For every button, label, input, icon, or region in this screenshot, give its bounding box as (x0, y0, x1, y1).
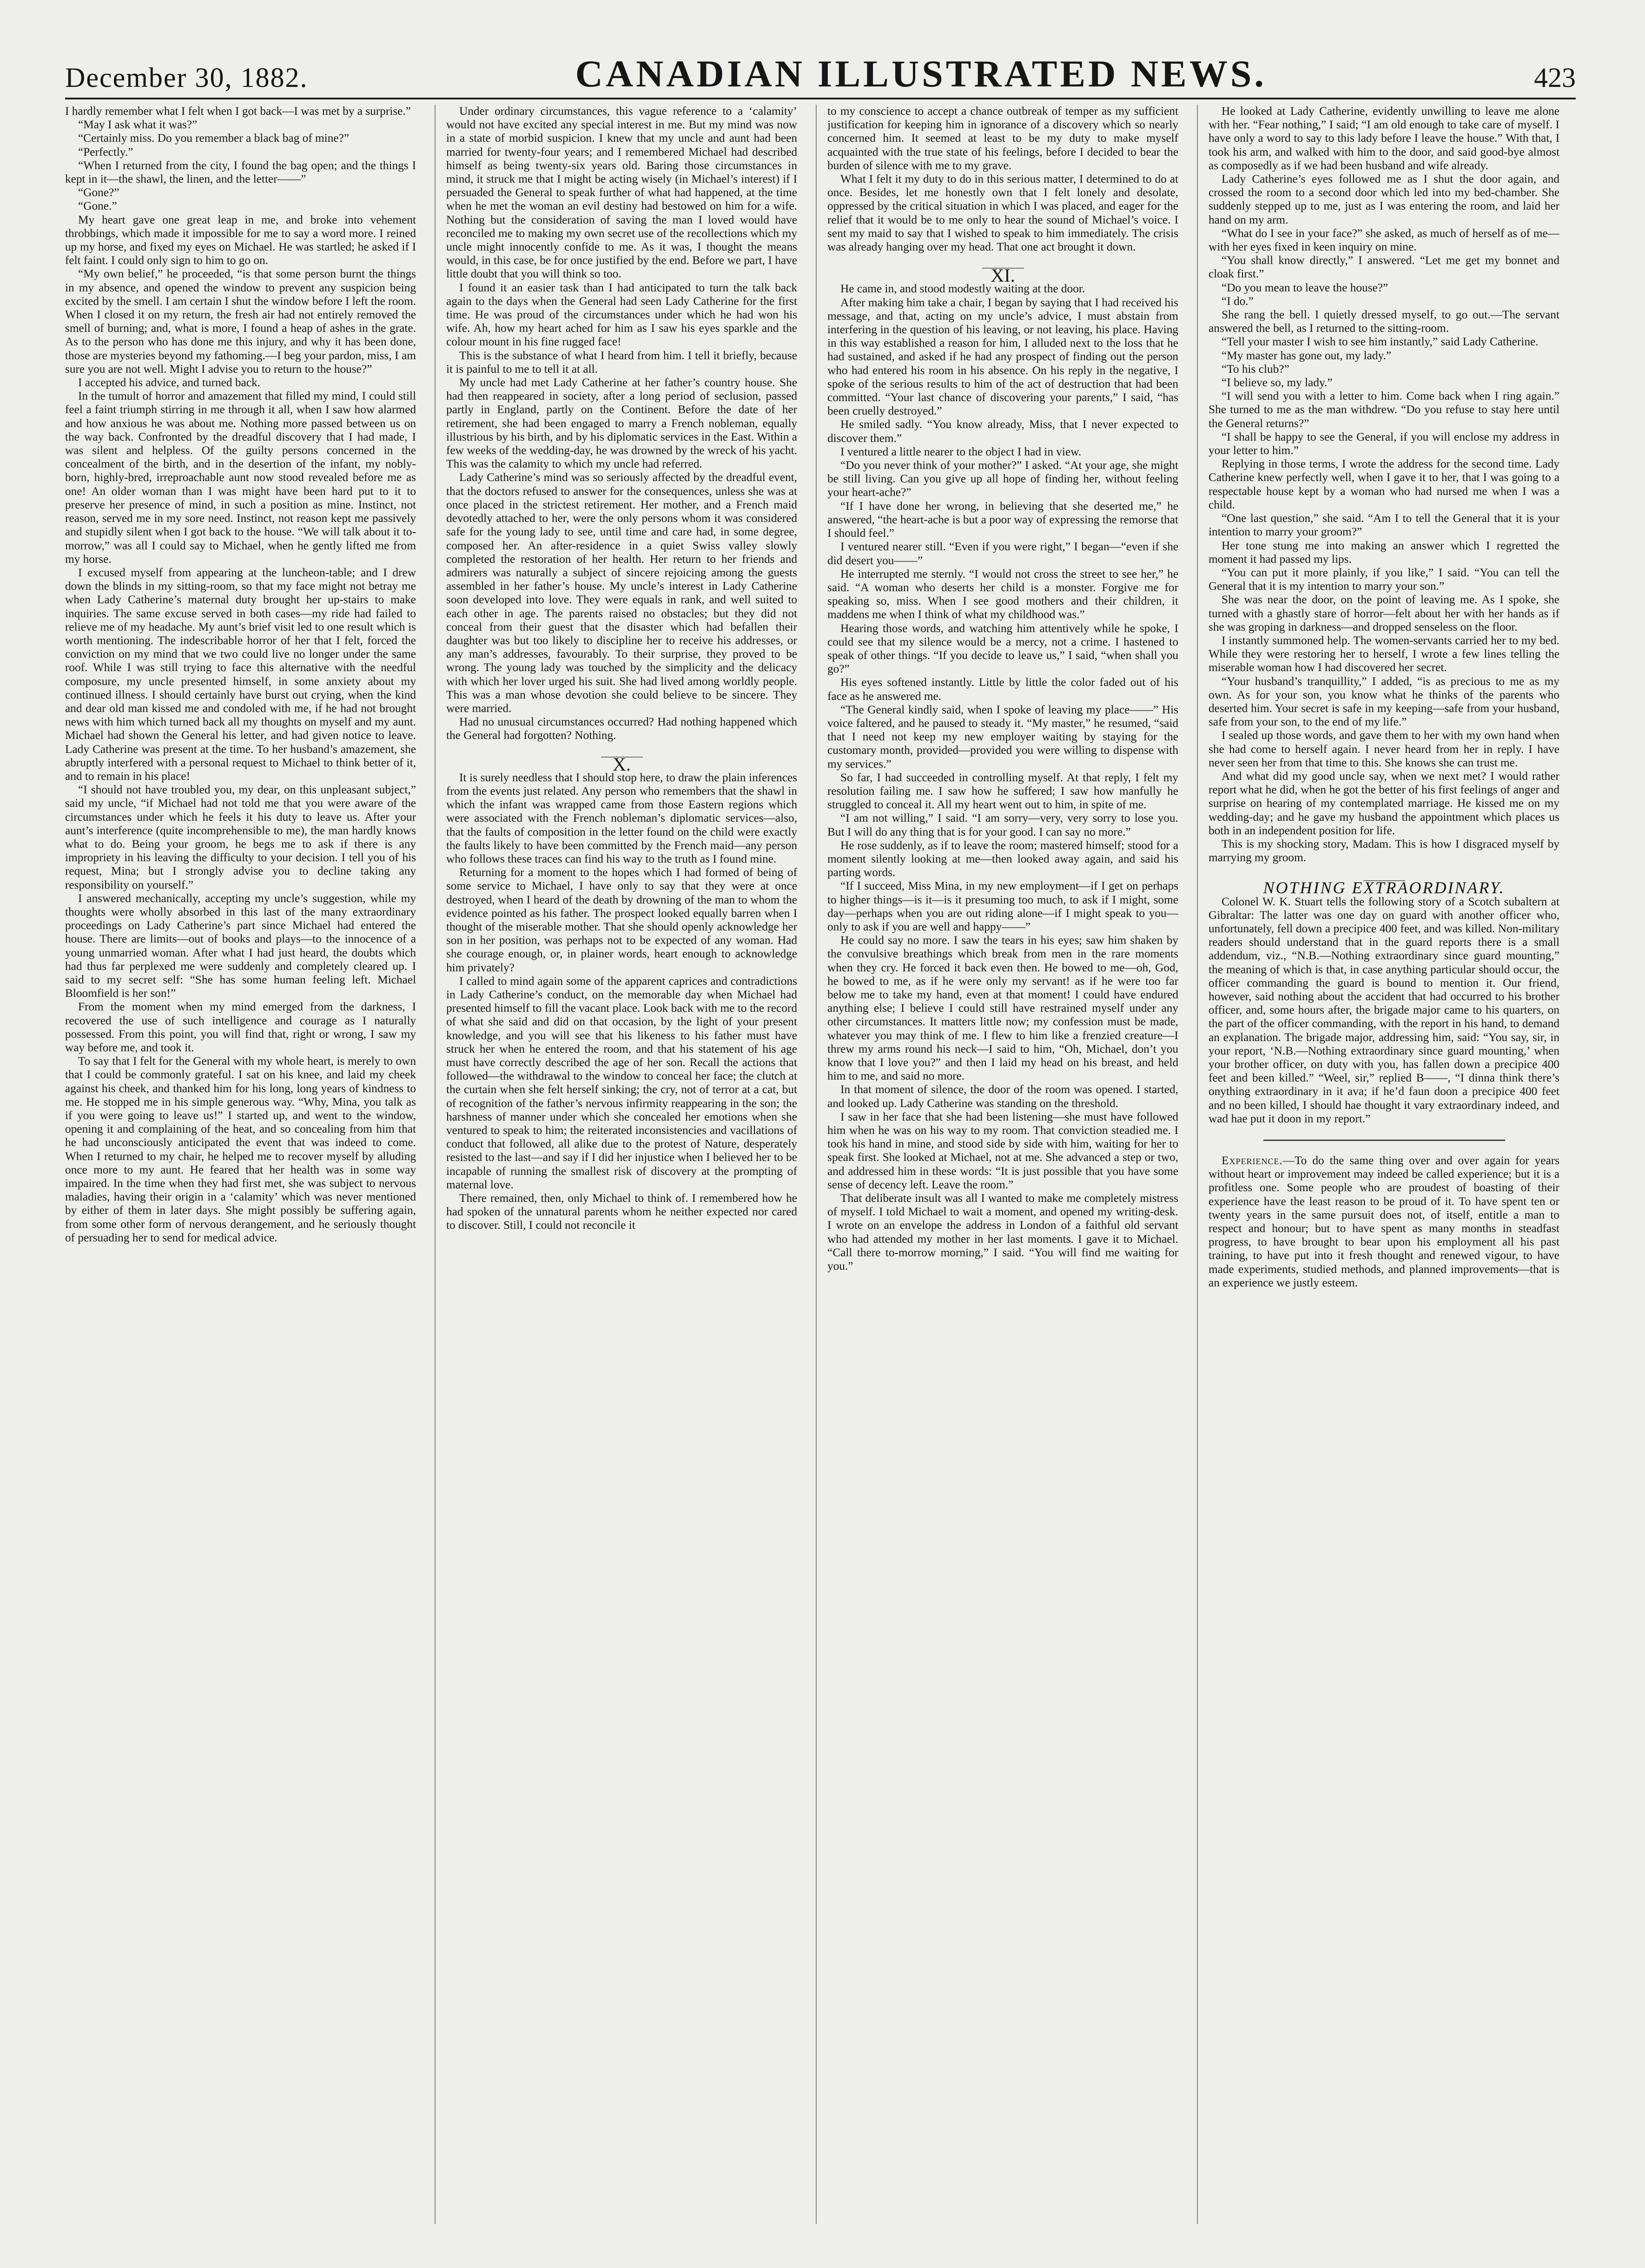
masthead-title: CANADIAN ILLUSTRATED NEWS. (575, 53, 1267, 95)
paragraph: He smiled sadly. “You know already, Miss, that I never expected to discover them.” (827, 418, 1178, 445)
paragraph: I excused myself from appearing at the luncheon-table; and I drew down the blinds in my sitting-room, so that my face might not betray me when Lady Catherine’s maternal duty brought her up-stairs to make inquiries. The same excuse served in both cases—my ride had failed to relieve me of my headache. My aunt’s brief visit led to one result which is worth mentioning. The indescribable horror of her that I felt, forced the conviction on my mind that we two could live no longer under the same roof. While I was still trying to face this alternative with the needful composure, my uncle presented himself, in some anxiety about my continued illness. I should certainly have burst out crying, when the kind and dear old man kissed me and condoled with me, if he had not brought news with him which turned back all my thoughts on myself and my aunt. Michael had shown the General his letter, and had given notice to leave. Lady Catherine was present at the time. To her husband’s amazement, she abruptly interfered with a personal request to Michael to think better of it, and to remain in his place! (65, 566, 416, 783)
paragraph: I hardly remember what I felt when I got back—I was met by a surprise.” (65, 105, 411, 118)
experience-body: —To do the same thing over and over again for years without heart or improvement may indeed be called experience; but it is a profitless one. Some people who are proudest of boasting of their experience have the least reason to be proud of it. To have spent ten or twenty years in the same pursuit does not, of itself, entitle a man to respect and honour; but to have spent as many months in steadfast progress, to have brought to bear upon his employment all his past training, to have put into it fresh thought and renewed vigour, to have made experiments, studied methods, and planned improvements—that is an experience we justly esteem. (1209, 1154, 1559, 1289)
chapter-number: X. (613, 753, 631, 775)
paragraph: “May I ask what it was?” (78, 118, 198, 132)
paragraph: “When I returned from the city, I found the bag open; and the things I kept in it—the shawl, the linen, and the letter——” (65, 158, 416, 186)
paragraph: “The General kindly said, when I spoke of leaving my place——” His voice faltered, and he paused to steady it. “My master,” he resumed, “said that I need not keep my new employer waiting by staying for the customary month, provided—provided you were willing to dispense with my services.” (827, 703, 1178, 771)
paragraph: to my conscience to accept a chance outbreak of temper as my sufficient justification for keeping him in ignorance of a discovery which so nearly concerned him. It seemed at least to be my duty to make myself acquainted with the true state of his feelings, before I decided to bear the burden of silence with me to my grave. (827, 105, 1178, 172)
section-rule (1263, 1140, 1505, 1141)
paragraph: This is the substance of what I heard from him. I tell it briefly, because it is painful to me to tell it at all. (446, 349, 797, 376)
paragraph: “Gone.” (78, 199, 117, 213)
paragraph: “I shall be happy to see the General, if you will enclose my address in your letter to him.” (1209, 430, 1559, 457)
issue-date: December 30, 1882. (65, 62, 308, 93)
column-rule (1197, 105, 1198, 2224)
paragraph: “If I have done her wrong, in believing that she deserted me,” he answered, “the heart-ache is but a poor way of expressing the remorse that I should feel.” (827, 499, 1178, 540)
paragraph: In the tumult of horror and amazement that filled my mind, I could still feel a faint triumph stirring in me through it all, when I saw how alarmed and how anxious he was about me. Nothing more passed between us on the way back. Confronted by the dreadful discovery that I had made, I was silent and helpless. Of the guilty persons concerned in the concealment of the birth, and in the desertion of the infant, my nobly-born, highly-bred, irreproachable aunt now stood revealed before me as one! An older woman than I was might have been hard put to it to preserve her presence of mind, in such a position as mine. Instinct, not reason, served me in my sore need. Instinct, not reason kept me passively and stupidly silent when I got back to the house. “We will talk about it to-morrow,” was all I could say to Michael, when he gently lifted me from my horse. (65, 389, 416, 566)
paragraph: From the moment when my mind emerged from the darkness, I recovered the use of such intelligence and courage as I naturally possessed. From this point, you will find that, right or wrong, I saw my way before me, and took it. (65, 1000, 416, 1055)
paragraph: She rang the bell. I quietly dressed myself, to go out.—The servant answered the bell, as I returned to the sitting-room. (1209, 308, 1559, 335)
paragraph: “Do you mean to leave the house?” (1222, 281, 1388, 294)
paragraph: He came in, and stood modestly waiting at the door. (840, 282, 1085, 296)
column-2 (446, 105, 797, 2224)
paragraph: “I am not willing,” I said. “I am sorry—very, very sorry to lose you. But I will do any thing that is for your good. I can say no more.” (827, 811, 1178, 838)
paragraph: “My master has gone out, my lady.” (1222, 349, 1392, 362)
paragraph: I instantly summoned help. The women-servants carried her to my bed. While they were restoring her to herself, I wrote a few lines telling the miserable woman how I had discovered her secret. (1209, 633, 1559, 674)
paragraph: “Do you never think of your mother?” I asked. “At your age, she might be still living. Can you give up all hope of finding her, without feeling your heart-ache?” (827, 459, 1178, 499)
column-1 (65, 105, 416, 2224)
paragraph: There remained, then, only Michael to think of. I remembered how he had spoken of the unnatural parents whom he neither expected nor cared to discover. Still, I could not reconcile it (446, 1192, 797, 1232)
paragraph: I saw in her face that she had been listening—she must have followed him when he was on his way to my room. That conviction steadied me. I took his hand in mine, and stood side by side with him, waiting for her to speak first. She looked at Michael, not at me. She advanced a step or two, and addressed him in these words: “It is just possible that you have some sense of decency left. Leave the room.” (827, 1110, 1178, 1191)
page-number: 423 (1533, 62, 1576, 93)
experience-paragraph (1209, 1154, 1559, 1290)
paragraph: That deliberate insult was all I wanted to make me completely mistress of myself. I told Michael to wait a moment, and opened my writing-desk. I wrote on an envelope the address in London of a faithful old servant who had attended my mother in her last moments. I gave it to Michael. “Call there to-morrow morning,” I said. “You will find me waiting for you.” (827, 1192, 1178, 1273)
paragraph: “One last question,” she said. “Am I to tell the General that it is your intention to marry your groom?” (1209, 512, 1559, 539)
paragraph: “If I succeed, Miss Mina, in my new employment—if I get on perhaps to higher things—is it—is it presuming too much, to ask if I might, some day—perhaps when you are out riding alone—if I might speak to you—only to ask if you are well and happy——” (827, 879, 1178, 933)
paragraph: After making him take a chair, I began by saying that I had received his message, and that, acting on my uncle’s advice, I must abstain from interfering in the question of his leaving, or not leaving, his place. Having in this way established a reason for him, I alluded next to the loss that he had sustained, and asked if he had any prospect of finding out the person who had entered his room in his absence. On his reply in the negative, I spoke of the serious results to him of the act of destruction that had been committed. “Your last chance of discovering your parents,” I said, “has been cruelly destroyed.” (827, 296, 1178, 418)
paragraph: It is surely needless that I should stop here, to draw the plain inferences from the events just related. Any person who remembers that the shawl in which the infant was wrapped came from those Eastern regions which were associated with the French nobleman’s diplomatic services—also, that the faults of composition in the letter found on the child were exactly the faults likely to have been committed by the French maid—any person who follows these traces can find his way to the truth as I found mine. (446, 771, 797, 865)
paragraph: I accepted his advice, and turned back. (78, 376, 260, 389)
paragraph: I answered mechanically, accepting my uncle’s suggestion, while my thoughts were wholly absorbed in this last of the many extraordinary proceedings on Lady Catherine’s part since Michael had entered the house. There are limits—out of books and plays—to the innocence of a young unmarried woman. After what I had just heard, the doubts which had thus far perplexed me were suddenly and completely cleared up. I said to my secret self: “She has some human feeling left. Michael Bloomfield is her son!” (65, 891, 416, 1000)
paragraph: “You shall know directly,” I answered. “Let me get my bonnet and cloak first.” (1209, 254, 1559, 281)
paragraph: Had no unusual circumstances occurred? Had nothing happened which the General had forgotten? Nothing. (446, 715, 797, 742)
paragraph: Her tone stung me into making an answer which I regretted the moment it had passed my lips. (1209, 539, 1559, 566)
paragraph: I ventured a little nearer to the object I had in view. (840, 445, 1082, 458)
paragraph: I called to mind again some of the apparent caprices and contradictions in Lady Catherine’s conduct, on the memorable day when Michael had presented himself to fill the vacant place. Look back with me to the record of what she said and did on that occasion, by the light of your present knowledge, and you will see that his likeness to his father must have struck her when he entered the room, and that his statement of his age must have correctly described the age of her son. Recall the actions that followed—the withdrawal to the window to conceal her face; the clutch at the curtain when she felt herself sinking; the cry, not of terror at a cat, but of recognition of the father’s nervous infirmity reappearing in the son; the harshness of manner under which she concealed her emotions when she ventured to speak to him; the reiterated inconsistencies and vacillations of conduct that followed, all alike due to the protest of Nature, desperately resisted to the last—and say if I did her injustice when I believed her to be incapable of running the smallest risk of discovery at the prompting of maternal love. (446, 974, 797, 1191)
paragraph: “My own belief,” he proceeded, “is that some person burnt the things in my absence, and opened the window to prevent any suspicion being excited by the smell. I am certain I shut the window before I left the room. When I closed it on my return, the fresh air had not entirely removed the smell of burning; and, what is more, I found a heap of ashes in the grate. As to the person who has done me this injury, and why it has been done, those are mysteries beyond my fathoming.—I beg your pardon, miss, I am sure you are not well. Might I advise you to return to the house?” (65, 267, 416, 376)
paragraph: Lady Catherine’s mind was so seriously affected by the dreadful event, that the doctors refused to answer for the consequences, unless she was at once placed in the strictest retirement. Her mother, and a French maid devotedly attached to her, were the only persons whom it was considered safe for the young lady to see, until time and care had, in some degree, composed her. An after-residence in a quiet Swiss valley slowly completed the restoration of her health. Her return to her friends and admirers was naturally a subject of sincere rejoicing among the guests assembled in her father’s house. My uncle’s interest in Lady Catherine soon developed into love. They were equals in rank, and well suited to each other in age. The parents raised no obstacles; but they did not conceal from their guest that the disaster which had befallen their daughter was but too likely to discipline her to receive his addresses, or any man’s addresses, favourably. To their surprise, they proved to be wrong. The young lady was touched by the simplicity and the delicacy with which her lover urged his suit. She had lived among worldly people. This was a man whose devotion she could believe to be sincere. They were married. (446, 471, 797, 715)
paragraph: He looked at Lady Catherine, evidently unwilling to leave me alone with her. “Fear nothing,” I said; “I am old enough to take care of myself. I have only a word to say to this lady before I leave the house.” With that, I took his arm, and walked with him to the door, and said good-bye almost as composedly as if we had been husband and wife already. (1209, 105, 1559, 172)
experience-lead: Experience. (1222, 1154, 1283, 1167)
paragraph: What I felt it my duty to do in this serious matter, I determined to do at once. Besides, let me honestly own that I felt lonely and desolate, oppressed by the critical situation in which I was placed, and eager for the relief that it would be to me only to hear the sound of Michael’s voice. I sent my maid to say that I wished to speak to him immediately. The crisis was already hanging over my head. That one act brought it down. (827, 172, 1178, 254)
paragraph: Replying in those terms, I wrote the address for the second time. Lady Catherine knew perfectly well, when I gave it to her, that I was going to a respectable house kept by a woman who had nursed me when I was a child. (1209, 457, 1559, 511)
paragraph: I ventured nearer still. “Even if you were right,” I began—“even if she did desert you——” (827, 540, 1178, 567)
paragraph: “Perfectly.” (78, 145, 133, 158)
paragraph: Returning for a moment to the hopes which I had formed of being of some service to Michael, I have only to say that they were at once destroyed, when I heard of the death by drowning of the man to whom the evidence pointed as his father. The prospect looked equally barren when I thought of the miserable mother. That she should openly acknowledge her son in her position, was perhaps not to be expected of any woman. Had she courage enough, or, in plainer words, heart enough to acknowledge him privately? (446, 866, 797, 974)
paragraph: To say that I felt for the General with my whole heart, is merely to own that I could be commonly grateful. I sat on his knee, and laid my cheek against his cheek, and thanked him for his long, long years of kindness to me. He stopped me in his simple generous way. “Why, Mina, you talk as if you were going to leave us!” I started up, and went to the window, opening it and complaining of the heat, and so concealing from him that he had unconsciously anticipated the event that was indeed to come. When I returned to my chair, he helped me to recover myself by alluding once more to my aunt. He feared that her health was in some way impaired. In the time when they had first met, she was subject to nervous maladies, having their origin in a ‘calamity’ which was never mentioned by either of them in later days. She might possibly be suffering again, from some other form of nervous derangement, and he seriously thought of persuading her to send for medical advice. (65, 1055, 416, 1244)
feature-heading: NOTHING EXTRAORDINARY. (1263, 878, 1505, 897)
paragraph: “What do I see in your face?” she asked, as much of herself as of me—with her eyes fixed in keen inquiry on mine. (1209, 226, 1559, 254)
chapter-number: XI. (991, 265, 1015, 286)
paragraph: “I should not have troubled you, my dear, on this unpleasant subject,” said my uncle, “if Michael had not told me that you were aware of the circumstances under which he feels it his duty to leave us. After your aunt’s interference (quite incomprehensible to me), the man hardly knows what to do. Being your groom, he begs me to ask if there is any impropriety in his leaving the difficulty to your decision. I tell you of his request, Mina; but I strongly advise you to decline taking any responsibility on yourself.” (65, 783, 416, 891)
paragraph: Under ordinary circumstances, this vague reference to a ‘calamity’ would not have excited any special interest in me. But my mind was now in a state of morbid suspicion. I knew that my uncle and aunt had been married for twenty-four years; and I remembered Michael had described himself as being twenty-six years old. Baring those circumstances in mind, it struck me that I might be acting wisely (in Michael’s interest) if I persuaded the General to speak further of what had happened, at the time when he met the woman an evil destiny had bestowed on him for a wife. Nothing but the consideration of saving the man I loved would have reconciled me to making my own secret use of the recollections which my uncle might innocently confide to me. As it was, I thought the means would, in this case, be for once justified by the end. Before we part, I have little doubt that you will think so too. (446, 105, 797, 281)
paragraph: “Certainly miss. Do you remember a black bag of mine?” (78, 132, 350, 145)
paragraph: My heart gave one great leap in me, and broke into vehement throbbings, which made it impossible for me to say a word more. I reined up my horse, and fixed my eyes on Michael. He was startled; he asked if I felt faint. I could only sign to him to go on. (65, 213, 416, 267)
column-rule (435, 105, 436, 2224)
paragraph: Lady Catherine’s eyes followed me as I shut the door again, and crossed the room to a second door which led into my bed-chamber. She suddenly stepped up to me, just as I was entering the room, and laid her hand on my arm. (1209, 172, 1559, 226)
paragraph: “I will send you with a letter to him. Come back when I ring again.” She turned to me as the man withdrew. “Do you refuse to stay here until the General returns?” (1209, 389, 1559, 430)
column-3 (827, 105, 1178, 2224)
paragraph: So far, I had succeeded in controlling myself. At that reply, I felt my resolution failing me. I saw how he suffered; I saw how manfully he struggled to conceal it. All my heart went out to him, in spite of me. (827, 771, 1178, 811)
paragraph: “Your husband’s tranquillity,” I added, “is as precious to me as my own. As for your son, you know what he thinks of the parents who deserted him. Your secret is safe in my keeping—safe from your husband, safe from your son, to the end of my life.” (1209, 674, 1559, 729)
paragraph: He interrupted me sternly. “I would not cross the street to see her,” he said. “A woman who deserts her child is a monster. Forgive me for speaking so, miss. When I see good mothers and their children, it maddens me when I think of what my childhood was.” (827, 567, 1178, 621)
column-4 (1209, 105, 1559, 2224)
paragraph: “I do.” (1222, 294, 1254, 308)
paragraph: Hearing those words, and watching him attentively while he spoke, I could see that my silence would be a mercy, not a crime. I hastened to speak of other things. “If you decide to leave us,” I said, “when shall you go?” (827, 621, 1178, 676)
column-rule (816, 105, 817, 2224)
paragraph: “Tell your master I wish to see him instantly,” said Lady Catherine. (1222, 335, 1539, 349)
paragraph: This is my shocking story, Madam. This is how I disgraced myself by marrying my groom. (1209, 837, 1559, 864)
paragraph: I found it an easier task than I had anticipated to turn the talk back again to the days when the General had seen Lady Catherine for the first time. He was proud of the circumstances under which he had won his wife. Ah, how my heart ached for him as I saw his eyes sparkle and the colour mount in his fine rugged face! (446, 281, 797, 349)
paragraph: She was near the door, on the point of leaving me. As I spoke, she turned with a ghastly stare of horror—felt about her with her hands as if she was groping in darkness—and dropped senseless on the floor. (1209, 593, 1559, 633)
page-header (65, 46, 1576, 99)
paragraph: I sealed up those words, and gave them to her with my own hand when she had come to herself again. I never heard from her in reply. I have never seen her from that time to this. She knows she can trust me. (1209, 729, 1559, 769)
paragraph: And what did my good uncle say, when we next met? I would rather report what he did, when he got the better of his first feelings of anger and surprise on hearing of my contemplated marriage. He kissed me on my wedding-day; and he gave my husband the appointment which places us both in an independent position for life. (1209, 769, 1559, 837)
paragraph: “I believe so, my lady.” (1222, 376, 1333, 389)
feature-body: Colonel W. K. Stuart tells the following story of a Scotch subaltern at Gibraltar: The latter was one day on guard with another officer who, unfortunately, fell down a precipice 400 feet, and was killed. Non-military readers should understand that in the guard reports there is a small addendum, viz., “N.B.—Nothing extraordinary since guard mounting,” the meaning of which is that, in case anything particular should occur, the officer commanding the guard is bound to mention it. Our friend, however, said nothing about the accident that had occurred to his brother officer, and, some hours after, the brigade major came to his quarters, on the part of the officer commanding, with the report in his hand, to demand an explanation. The brigade major, addressing him, said: “You say, sir, in your report, ‘N.B.—Nothing extraordinary since guard mounting,’ when your brother officer, on duty with you, has fallen down a precipice 400 feet and been killed.” “Weel, sir,” replied B——, “I dinna think there’s onything extraordinary in it ava; if he’d faun doon a precipice 400 feet and no been killed, I should hae thought it vary extraordinary indeed, and wad hae put it doon in my report.” (1209, 895, 1559, 1125)
paragraph: He rose suddenly, as if to leave the room; mastered himself; stood for a moment silently looking at me—then looked away again, and said his parting words. (827, 838, 1178, 879)
paragraph: “Gone?” (78, 186, 119, 199)
paragraph: My uncle had met Lady Catherine at her father’s country house. She had then reappeared in society, after a long period of seclusion, passed partly in England, partly on the Continent. Before the date of her retirement, she had been engaged to marry a French nobleman, equally illustrious by his birth, and by his diplomatic services in the East. Within a few weeks of the wedding-day, he was drowned by the wreck of his yacht. This was the calamity to which my uncle had referred. (446, 376, 797, 471)
paragraph: “You can put it more plainly, if you like,” I said. “You can tell the General that it is my intention to marry your son.” (1209, 566, 1559, 593)
paragraph: In that moment of silence, the door of the room was opened. I started, and looked up. Lady Catherine was standing on the threshold. (827, 1083, 1178, 1110)
paragraph: “To his club?” (1222, 362, 1289, 376)
paragraph: His eyes softened instantly. Little by little the color faded out of his face as he answered me. (827, 676, 1178, 703)
paragraph: He could say no more. I saw the tears in his eyes; saw him shaken by the convulsive breathings which break from men in the rare moments when they cry. He forced it back even then. He bowed to me—oh, God, he bowed to me, as if he were only my servant! as if he were too far below me to take my hand, even at that moment! I could have endured anything else; I believe I could still have restrained myself under any other circumstances. It matters little now; my confession must be made, whatever you may think of me. I flew to him like a frenzied creature—I threw my arms round his neck—I said to him, “Oh, Michael, don’t you know that I love you?” and then I laid my head on his breast, and held him to me, and said no more. (827, 934, 1178, 1083)
